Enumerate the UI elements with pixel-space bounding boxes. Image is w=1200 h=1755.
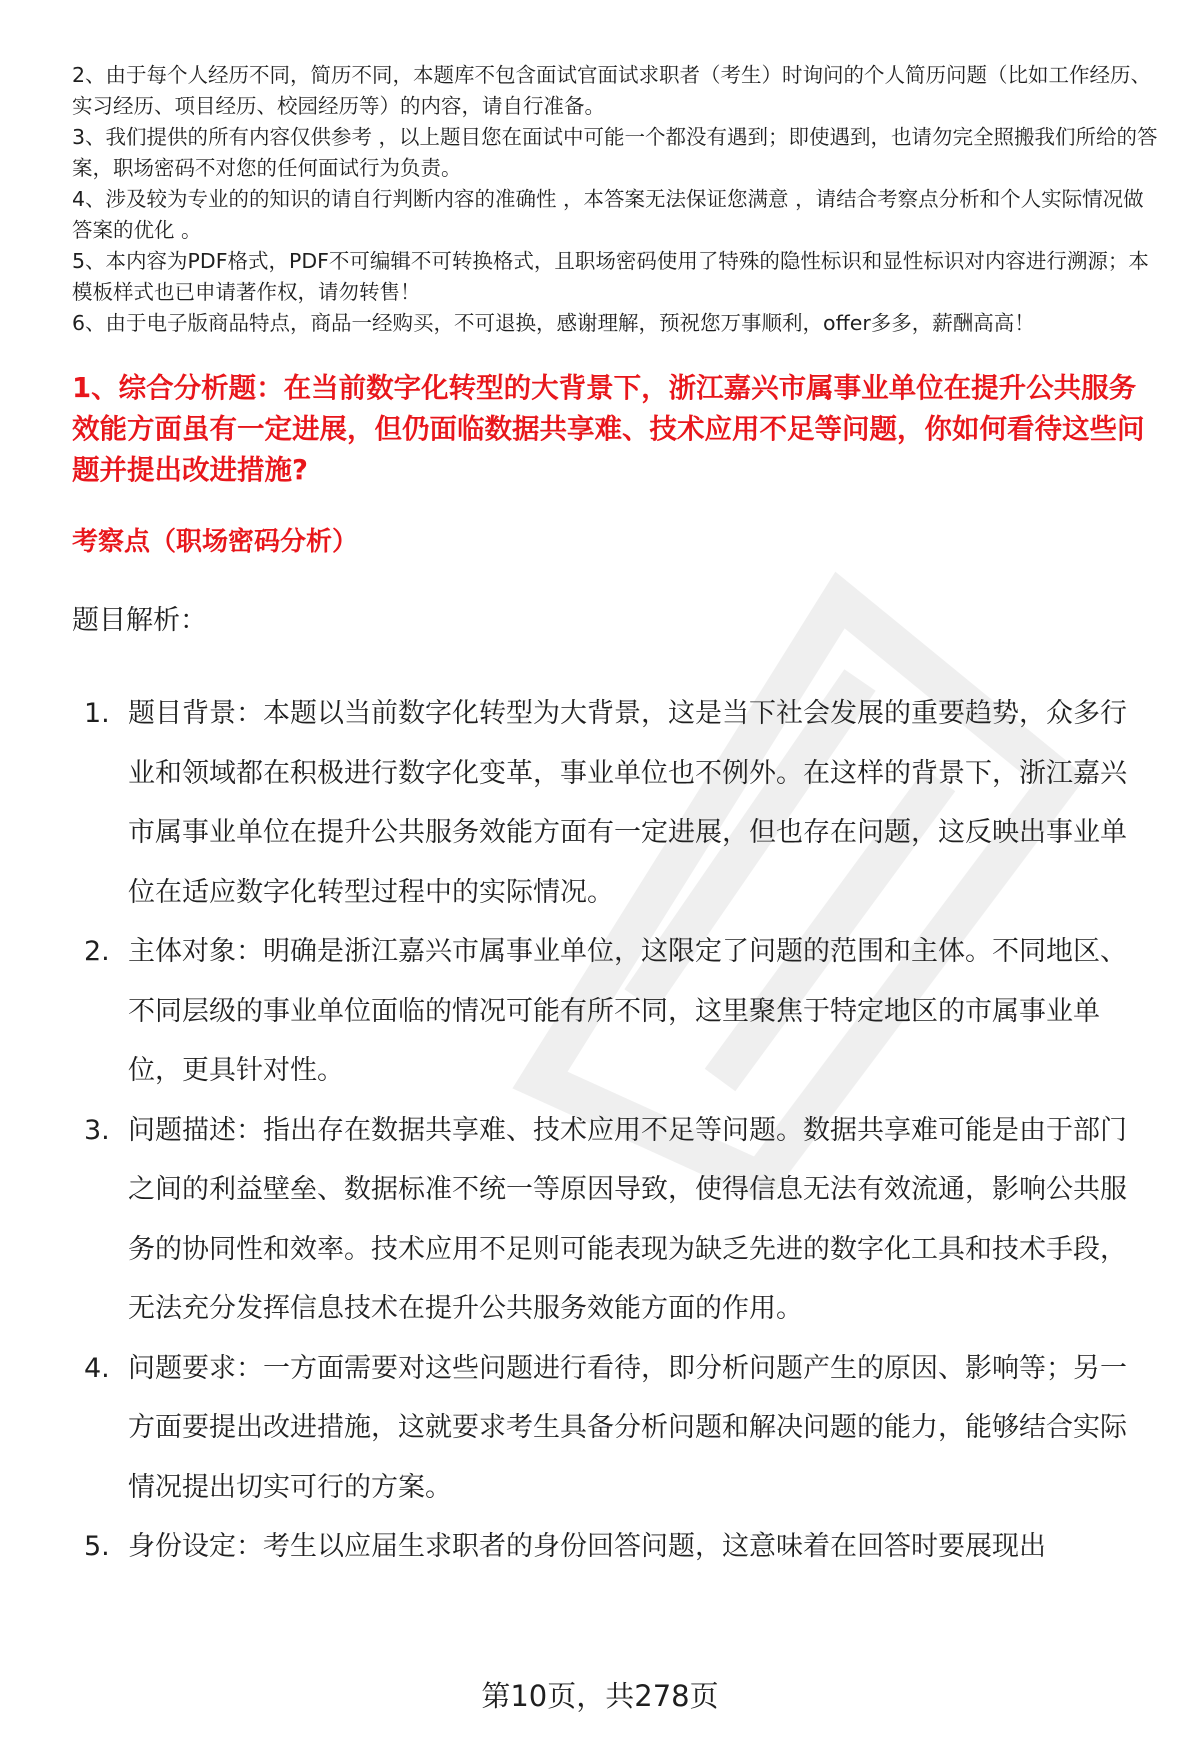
list-item xyxy=(72,922,1152,1101)
list-item-text: 问题描述：指出存在数据共享难、技术应用不足等问题。数据共享难可能是由于部门之间的利益壁垒、数据标准不统一等原因导致，使得信息无法有效流通，影响公共服务的协同性和效率。技术应用不足则可能表现为缺乏先进的数字化工具和技术手段，无法充分发挥信息技术在提升公共服务效能方面的作用。 xyxy=(128,1114,1127,1324)
list-item-number: 5. xyxy=(84,1531,110,1562)
question-title: 1、综合分析题：在当前数字化转型的大背景下，浙江嘉兴市属事业单位在提升公共服务效能方面虽有一定进展，但仍面临数据共享难、技术应用不足等问题，你如何看待这些问题并提出改进措施? xyxy=(72,372,1145,486)
list-item-number: 1. xyxy=(84,698,110,729)
list-item xyxy=(72,1339,1152,1518)
section-label: 考察点（职场密码分析） xyxy=(72,527,359,557)
list-item-number: 4. xyxy=(84,1352,110,1384)
list-item-number: 2. xyxy=(84,936,110,967)
note-item: 4、涉及较为专业的的知识的请自行判断内容的准确性 ，本答案无法保证您满意 ，请结合考察点分析和个人实际情况做答案的优化 。 xyxy=(72,187,1144,242)
list-item xyxy=(72,1517,1152,1577)
list-item-text: 问题要求：一方面需要对这些问题进行看待，即分析问题产生的原因、影响等；另一方面要提出改进措施，这就要求考生具备分析问题和解决问题的能力，能够结合实际情况提出切实可行的方案。 xyxy=(128,1352,1127,1503)
list-item-text: 身份设定：考生以应届生求职者的身份回答问题，这意味着在回答时要展现出 xyxy=(128,1531,1046,1562)
list-item-text: 主体对象：明确是浙江嘉兴市属事业单位，这限定了问题的范围和主体。不同地区、不同层级的事业单位面临的情况可能有所不同，这里聚焦于特定地区的市属事业单位，更具针对性。 xyxy=(128,936,1127,1086)
note-item: 5、本内容为PDF格式，PDF不可编辑不可转换格式，且职场密码使用了特殊的隐性标识和显性标识对内容进行溯源；本模板样式也已申请著作权，请勿转售！ xyxy=(72,249,1149,304)
list-item-number: 3. xyxy=(84,1114,110,1146)
note-item: 6、由于电子版商品特点，商品一经购买，不可退换，感谢理解，预祝您万事顺利，offer多多，薪酬高高！ xyxy=(72,311,1035,335)
analysis-heading: 题目解析： xyxy=(72,605,207,636)
note-item: 2、由于每个人经历不同，简历不同，本题库不包含面试官面试求职者（考生）时询问的个人简历问题（比如工作经历、实习经历、项目经历、校园经历等）的内容，请自行准备。 xyxy=(72,63,1152,118)
list-item-text: 题目背景：本题以当前数字化转型为大背景，这是当下社会发展的重要趋势，众多行业和领域都在积极进行数字化变革，事业单位也不例外。在这样的背景下，浙江嘉兴市属事业单位在提升公共服务效能方面有一定进展，但也存在问题，这反映出事业单位在适应数字化转型过程中的实际情况。 xyxy=(128,698,1127,908)
list-item xyxy=(72,684,1152,922)
analysis-list xyxy=(72,684,1152,1577)
page-footer: 第10页，共278页 xyxy=(481,1679,719,1713)
notes-block xyxy=(72,60,1162,339)
list-item xyxy=(72,1101,1152,1339)
note-item: 3、我们提供的所有内容仅供参考 ，以上题目您在面试中可能一个都没有遇到；即使遇到，也请勿完全照搬我们所给的答案，职场密码不对您的任何面试行为负责。 xyxy=(72,125,1158,180)
